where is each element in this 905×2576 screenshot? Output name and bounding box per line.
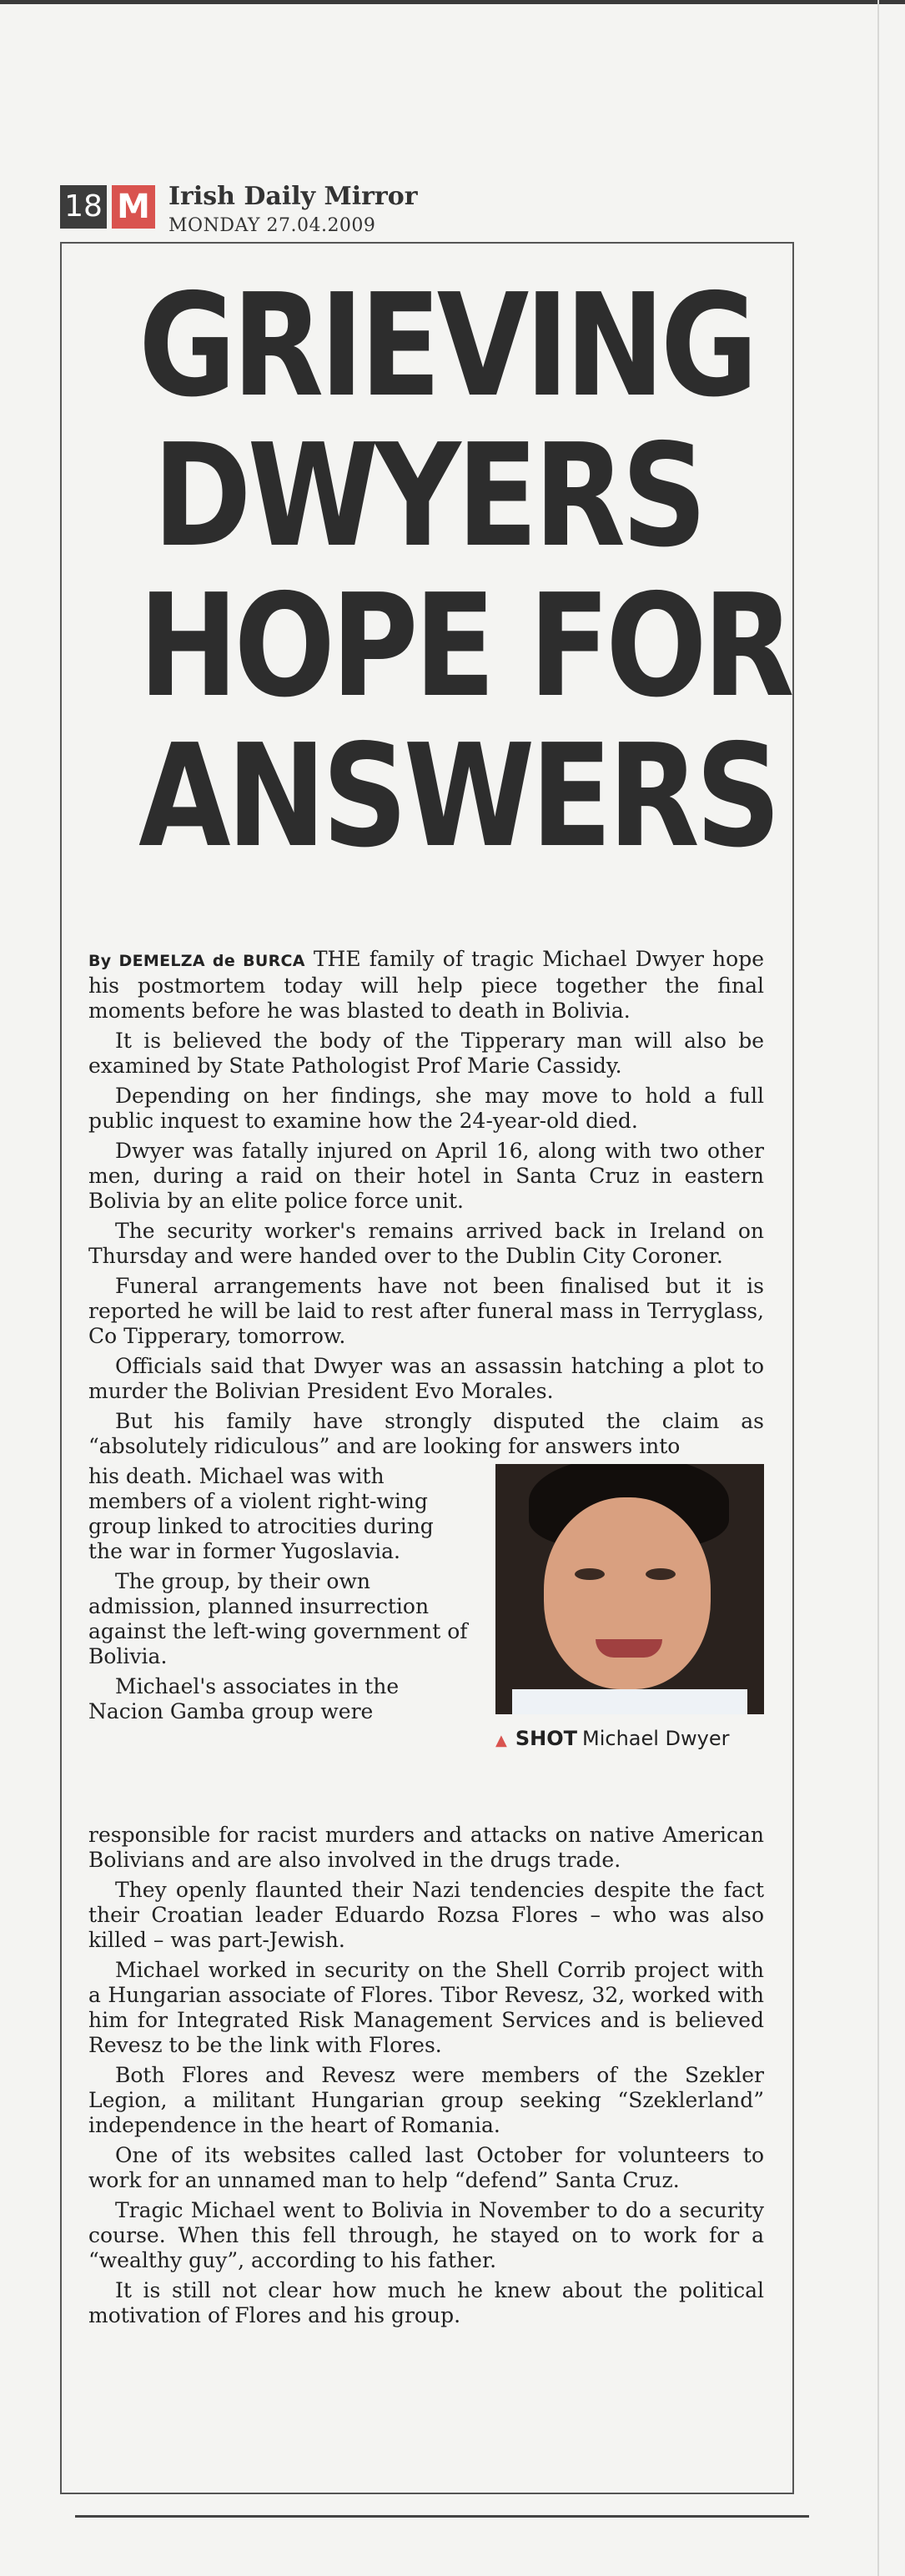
paragraph: Michael's associates in the Nacion Gamba group were — [88, 1674, 400, 1723]
lead-paragraph — [88, 947, 764, 1024]
mirror-logo: M — [112, 185, 155, 229]
paragraph: Officials said that Dwyer was an assassin hatching a plot to murder the Bolivian President Evo Morales. — [88, 1354, 764, 1403]
headline — [83, 264, 791, 879]
top-border — [0, 0, 905, 4]
paragraph: They openly flaunted their Nazi tendencies despite the fact their Croatian leader Eduardo Rozsa Flores – who was also killed – was part-Jewish. — [88, 1878, 764, 1952]
headline-line: DWYERS — [153, 414, 703, 579]
lead-text: THE family of tragic Michael Dwyer hope his postmortem today will help piece together the final moments before he was blasted to death in Bolivia. — [88, 947, 765, 1023]
photo-caption — [495, 1726, 764, 1753]
paragraph: Depending on her findings, she may move to hold a full public inquest to examine how the 24-year-old died. — [88, 1084, 764, 1133]
headline-line: HOPE FOR — [138, 564, 791, 729]
paragraph: his death. Michael was with members of a violent right-wing group linked to atrocities during the war in former Yugoslavia. — [88, 1464, 434, 1563]
paper-name: Irish Daily Mirror — [168, 182, 418, 211]
paragraph: Michael worked in security on the Shell Corrib project with a Hungarian associate of Flores. Tibor Revesz, 32, worked with him for Integrated Risk Management Services and is believed Revesz to be the link with Flores. — [88, 1958, 764, 2057]
photo-wrap-block — [88, 1464, 764, 1823]
headline-line: ANSWERS — [138, 714, 777, 879]
scan-edge — [877, 0, 879, 2576]
caption-label: SHOT — [515, 1727, 577, 1750]
paragraph: Tragic Michael went to Bolivia in November to do a security course. When this fell through, he stayed on to work for a “wealthy guy”, according to his father. — [88, 2198, 764, 2272]
paragraph: Both Flores and Revesz were members of the Szekler Legion, a militant Hungarian group seeking “Szeklerland” independence in the heart of Romania. — [88, 2063, 764, 2137]
masthead — [60, 177, 644, 239]
paragraph: The group, by their own admission, planned insurrection against the left-wing government of Bolivia. — [88, 1569, 468, 1668]
paragraph: One of its websites called last October for volunteers to work for an unnamed man to help “defend” Santa Cruz. — [88, 2143, 764, 2192]
wrap-text-column — [88, 1464, 474, 1729]
portrait-photo — [495, 1464, 764, 1714]
paragraph: Funeral arrangements have not been finalised but it is reported he will be laid to rest after funeral mass in Terryglass, Co Tipperary, tomorrow. — [88, 1274, 764, 1348]
caption-name: Michael Dwyer — [582, 1727, 730, 1750]
article-body — [88, 947, 764, 2333]
paragraph: The security worker's remains arrived back in Ireland on Thursday and were handed over to the Dublin City Coroner. — [88, 1219, 764, 1268]
paragraph: Dwyer was fatally injured on April 16, along with two other men, during a raid on their hotel in Santa Cruz in eastern Bolivia by an elite police force unit. — [88, 1139, 764, 1213]
paragraph: But his family have strongly disputed the claim as “absolutely ridiculous” and are looking for answers into — [88, 1409, 764, 1458]
photo-box — [495, 1464, 764, 1753]
headline-line: GRIEVING — [138, 264, 754, 429]
triangle-icon: ▲ — [495, 1732, 507, 1749]
byline: By DEMELZA de BURCA — [88, 952, 305, 970]
issue-date: MONDAY 27.04.2009 — [168, 215, 376, 236]
bottom-rule — [75, 2515, 809, 2518]
paragraph: It is believed the body of the Tipperary man will also be examined by State Pathologist Prof Marie Cassidy. — [88, 1029, 764, 1078]
paragraph: It is still not clear how much he knew about the political motivation of Flores and his group. — [88, 2278, 764, 2327]
page-number: 18 — [60, 185, 107, 229]
paragraph: responsible for racist murders and attacks on native American Bolivians and are also involved in the drugs trade. — [88, 1823, 764, 1872]
